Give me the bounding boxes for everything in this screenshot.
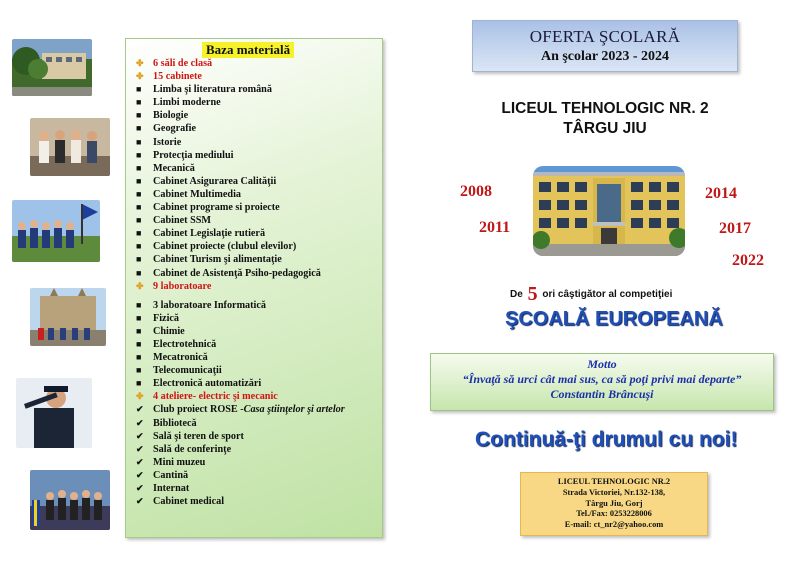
school-name-line2: TÂRGU JIU xyxy=(563,120,647,137)
material-item-label: Biologie xyxy=(153,110,189,122)
square-bullet-icon: ■ xyxy=(136,312,142,323)
material-item xyxy=(132,57,380,70)
material-item xyxy=(132,495,380,508)
material-item-label: Limbi moderne xyxy=(153,97,221,109)
material-item xyxy=(132,325,380,338)
motto-quote: “Învaţă să urci cât mai sus, ca să poţi privi mai departe” xyxy=(462,372,742,386)
material-item xyxy=(132,364,380,377)
contact-city: Târgu Jiu, Gorj xyxy=(585,498,643,508)
photo-trip-cathedral xyxy=(30,288,106,346)
material-item-label: Chimie xyxy=(153,325,185,337)
contact-name: LICEUL TEHNOLOGIC NR.2 xyxy=(557,477,671,486)
photo-campus xyxy=(12,39,92,96)
material-item-label: Mini muzeu xyxy=(153,456,206,468)
material-item xyxy=(132,403,380,416)
material-item-label: Sală şi teren de sport xyxy=(153,430,244,442)
material-list xyxy=(132,57,380,508)
material-item xyxy=(132,351,380,364)
square-bullet-icon: ■ xyxy=(136,365,142,376)
material-item-label: Cabinet Turism şi alimentaţie xyxy=(153,254,282,266)
motto-label: Motto xyxy=(587,357,617,371)
school-year: An şcolar 2023 - 2024 xyxy=(540,49,670,64)
material-item-label: Cabinet SSM xyxy=(153,215,212,227)
checkmark-icon: ✔ xyxy=(136,456,144,467)
material-title: Baza materială xyxy=(202,42,294,58)
material-item-label: Internat xyxy=(153,483,190,494)
material-item-label: Cabinet de Asistenţă Psiho-pedagogică xyxy=(153,267,321,279)
material-item-label: Electrotehnică xyxy=(153,338,217,350)
material-item xyxy=(132,109,380,122)
material-item-label: Cabinet proiecte (clubul elevilor) xyxy=(153,241,297,253)
material-item xyxy=(132,188,380,201)
square-bullet-icon: ■ xyxy=(136,241,142,252)
material-item xyxy=(132,214,380,227)
checkmark-icon: ✔ xyxy=(136,430,144,441)
star-bullet-icon: ✤ xyxy=(136,58,144,68)
material-item-label: Electronică automatizări xyxy=(153,378,262,390)
material-item-label: Cabinet programe si proiecte xyxy=(153,202,280,214)
square-bullet-icon: ■ xyxy=(136,352,142,363)
photo-uniformed-cadet xyxy=(16,378,92,448)
material-item xyxy=(132,240,380,253)
award-name: ŞCOALĂ EUROPEANĂ xyxy=(505,308,723,330)
award-line xyxy=(510,283,730,306)
award-prefix: De xyxy=(510,289,523,300)
motto-author: Constantin Brâncuşi xyxy=(550,387,654,401)
material-item xyxy=(132,83,380,96)
material-item-extra: Casa ştiinţelor şi artelor xyxy=(243,404,345,416)
material-item-label: Istorie xyxy=(153,136,182,148)
contact-email: E-mail: ct_nr2@yahoo.com xyxy=(564,520,664,530)
material-item xyxy=(132,175,380,188)
material-item xyxy=(132,390,380,403)
photo-students-flags xyxy=(12,200,100,262)
square-bullet-icon: ■ xyxy=(136,188,142,199)
star-bullet-icon: ✤ xyxy=(136,391,144,402)
material-item xyxy=(132,136,380,149)
offer-title: OFERTA ŞCOLARĂ xyxy=(529,27,681,46)
square-bullet-icon: ■ xyxy=(136,97,142,108)
material-item-label: 6 săli de clasă xyxy=(153,58,213,69)
material-item xyxy=(132,162,380,175)
material-item xyxy=(132,482,380,495)
award-year: 2014 xyxy=(705,185,737,202)
square-bullet-icon: ■ xyxy=(136,136,142,147)
material-item xyxy=(132,149,380,162)
contact-phone: Tel./Fax: 0253228006 xyxy=(576,509,652,519)
material-item-label: Protecţia mediului xyxy=(153,149,234,161)
material-item-label: Cabinet Multimedia xyxy=(153,188,242,200)
photo-students-group xyxy=(30,118,110,176)
material-item xyxy=(132,201,380,214)
checkmark-icon: ✔ xyxy=(136,443,144,454)
material-item xyxy=(132,267,380,280)
material-item-label: Mecatronică xyxy=(153,352,208,364)
material-item xyxy=(132,443,380,456)
material-item xyxy=(132,312,380,325)
material-item-label: 3 laboratoare Informatică xyxy=(153,299,266,311)
school-name xyxy=(440,99,770,139)
star-bullet-icon: ✤ xyxy=(136,71,144,82)
material-item xyxy=(132,299,380,312)
material-item-label: Sală de conferinţe xyxy=(153,443,232,455)
slogan: Continuă-ţi drumul cu noi! xyxy=(475,428,738,451)
square-bullet-icon: ■ xyxy=(136,338,142,349)
material-item-label: Club proiect ROSE - xyxy=(153,404,244,416)
award-year: 2008 xyxy=(460,183,492,200)
square-bullet-icon: ■ xyxy=(136,325,142,336)
material-item xyxy=(132,469,380,482)
square-bullet-icon: ■ xyxy=(136,299,142,310)
square-bullet-icon: ■ xyxy=(136,110,142,121)
award-year: 2011 xyxy=(479,219,511,236)
contact-box xyxy=(520,472,708,536)
material-item xyxy=(132,430,380,443)
material-panel xyxy=(125,38,383,538)
square-bullet-icon: ■ xyxy=(136,149,142,160)
material-item xyxy=(132,122,380,135)
material-item-label: Cantină xyxy=(153,469,189,481)
material-item xyxy=(132,96,380,109)
material-item xyxy=(132,338,380,351)
material-item-label: Mecanică xyxy=(153,162,195,174)
checkmark-icon: ✔ xyxy=(136,483,144,493)
square-bullet-icon: ■ xyxy=(136,162,142,173)
star-bullet-icon: ✤ xyxy=(136,280,144,291)
award-count: 5 xyxy=(527,283,538,305)
square-bullet-icon: ■ xyxy=(136,84,142,95)
square-bullet-icon: ■ xyxy=(136,267,142,278)
material-item xyxy=(132,280,380,293)
school-name-line1: LICEUL TEHNOLOGIC NR. 2 xyxy=(501,100,709,117)
offer-box xyxy=(472,20,738,72)
award-year: 2022 xyxy=(732,252,764,269)
material-item-label: Fizică xyxy=(153,312,180,324)
material-item xyxy=(132,456,380,469)
material-item xyxy=(132,70,380,83)
award-suffix: ori câştigător al competiţiei xyxy=(542,289,673,300)
material-item xyxy=(132,227,380,240)
material-item-label: Cabinet Asigurarea Calităţii xyxy=(153,175,277,187)
material-item xyxy=(132,377,380,390)
photo-students-event xyxy=(30,470,110,530)
material-item-label: Cabinet medical xyxy=(153,496,225,508)
square-bullet-icon: ■ xyxy=(136,175,142,186)
material-item-label: 4 ateliere- electric şi mecanic xyxy=(153,391,278,403)
material-item-label: Limba şi literatura română xyxy=(153,84,272,96)
material-item-label: Telecomunicaţii xyxy=(153,365,222,377)
square-bullet-icon: ■ xyxy=(136,228,142,239)
square-bullet-icon: ■ xyxy=(136,378,142,389)
material-item-label: Cabinet Legislaţie rutieră xyxy=(153,228,266,240)
motto-box xyxy=(430,353,774,411)
material-item-label: 9 laboratoare xyxy=(153,280,212,292)
school-building-photo xyxy=(533,166,685,256)
award-year: 2017 xyxy=(719,220,751,237)
material-item-label: Geografie xyxy=(153,123,196,135)
checkmark-icon: ✔ xyxy=(136,496,144,507)
checkmark-icon: ✔ xyxy=(136,417,144,428)
material-item xyxy=(132,253,380,266)
square-bullet-icon: ■ xyxy=(136,123,142,134)
checkmark-icon: ✔ xyxy=(136,469,144,480)
material-item-label: 15 cabinete xyxy=(153,71,202,83)
square-bullet-icon: ■ xyxy=(136,254,142,265)
square-bullet-icon: ■ xyxy=(136,202,142,213)
square-bullet-icon: ■ xyxy=(136,215,142,226)
checkmark-icon: ✔ xyxy=(136,404,144,415)
material-item xyxy=(132,417,380,430)
material-item-label: Bibliotecă xyxy=(153,417,197,429)
contact-street: Strada Victoriei, Nr.132-138, xyxy=(562,487,666,497)
